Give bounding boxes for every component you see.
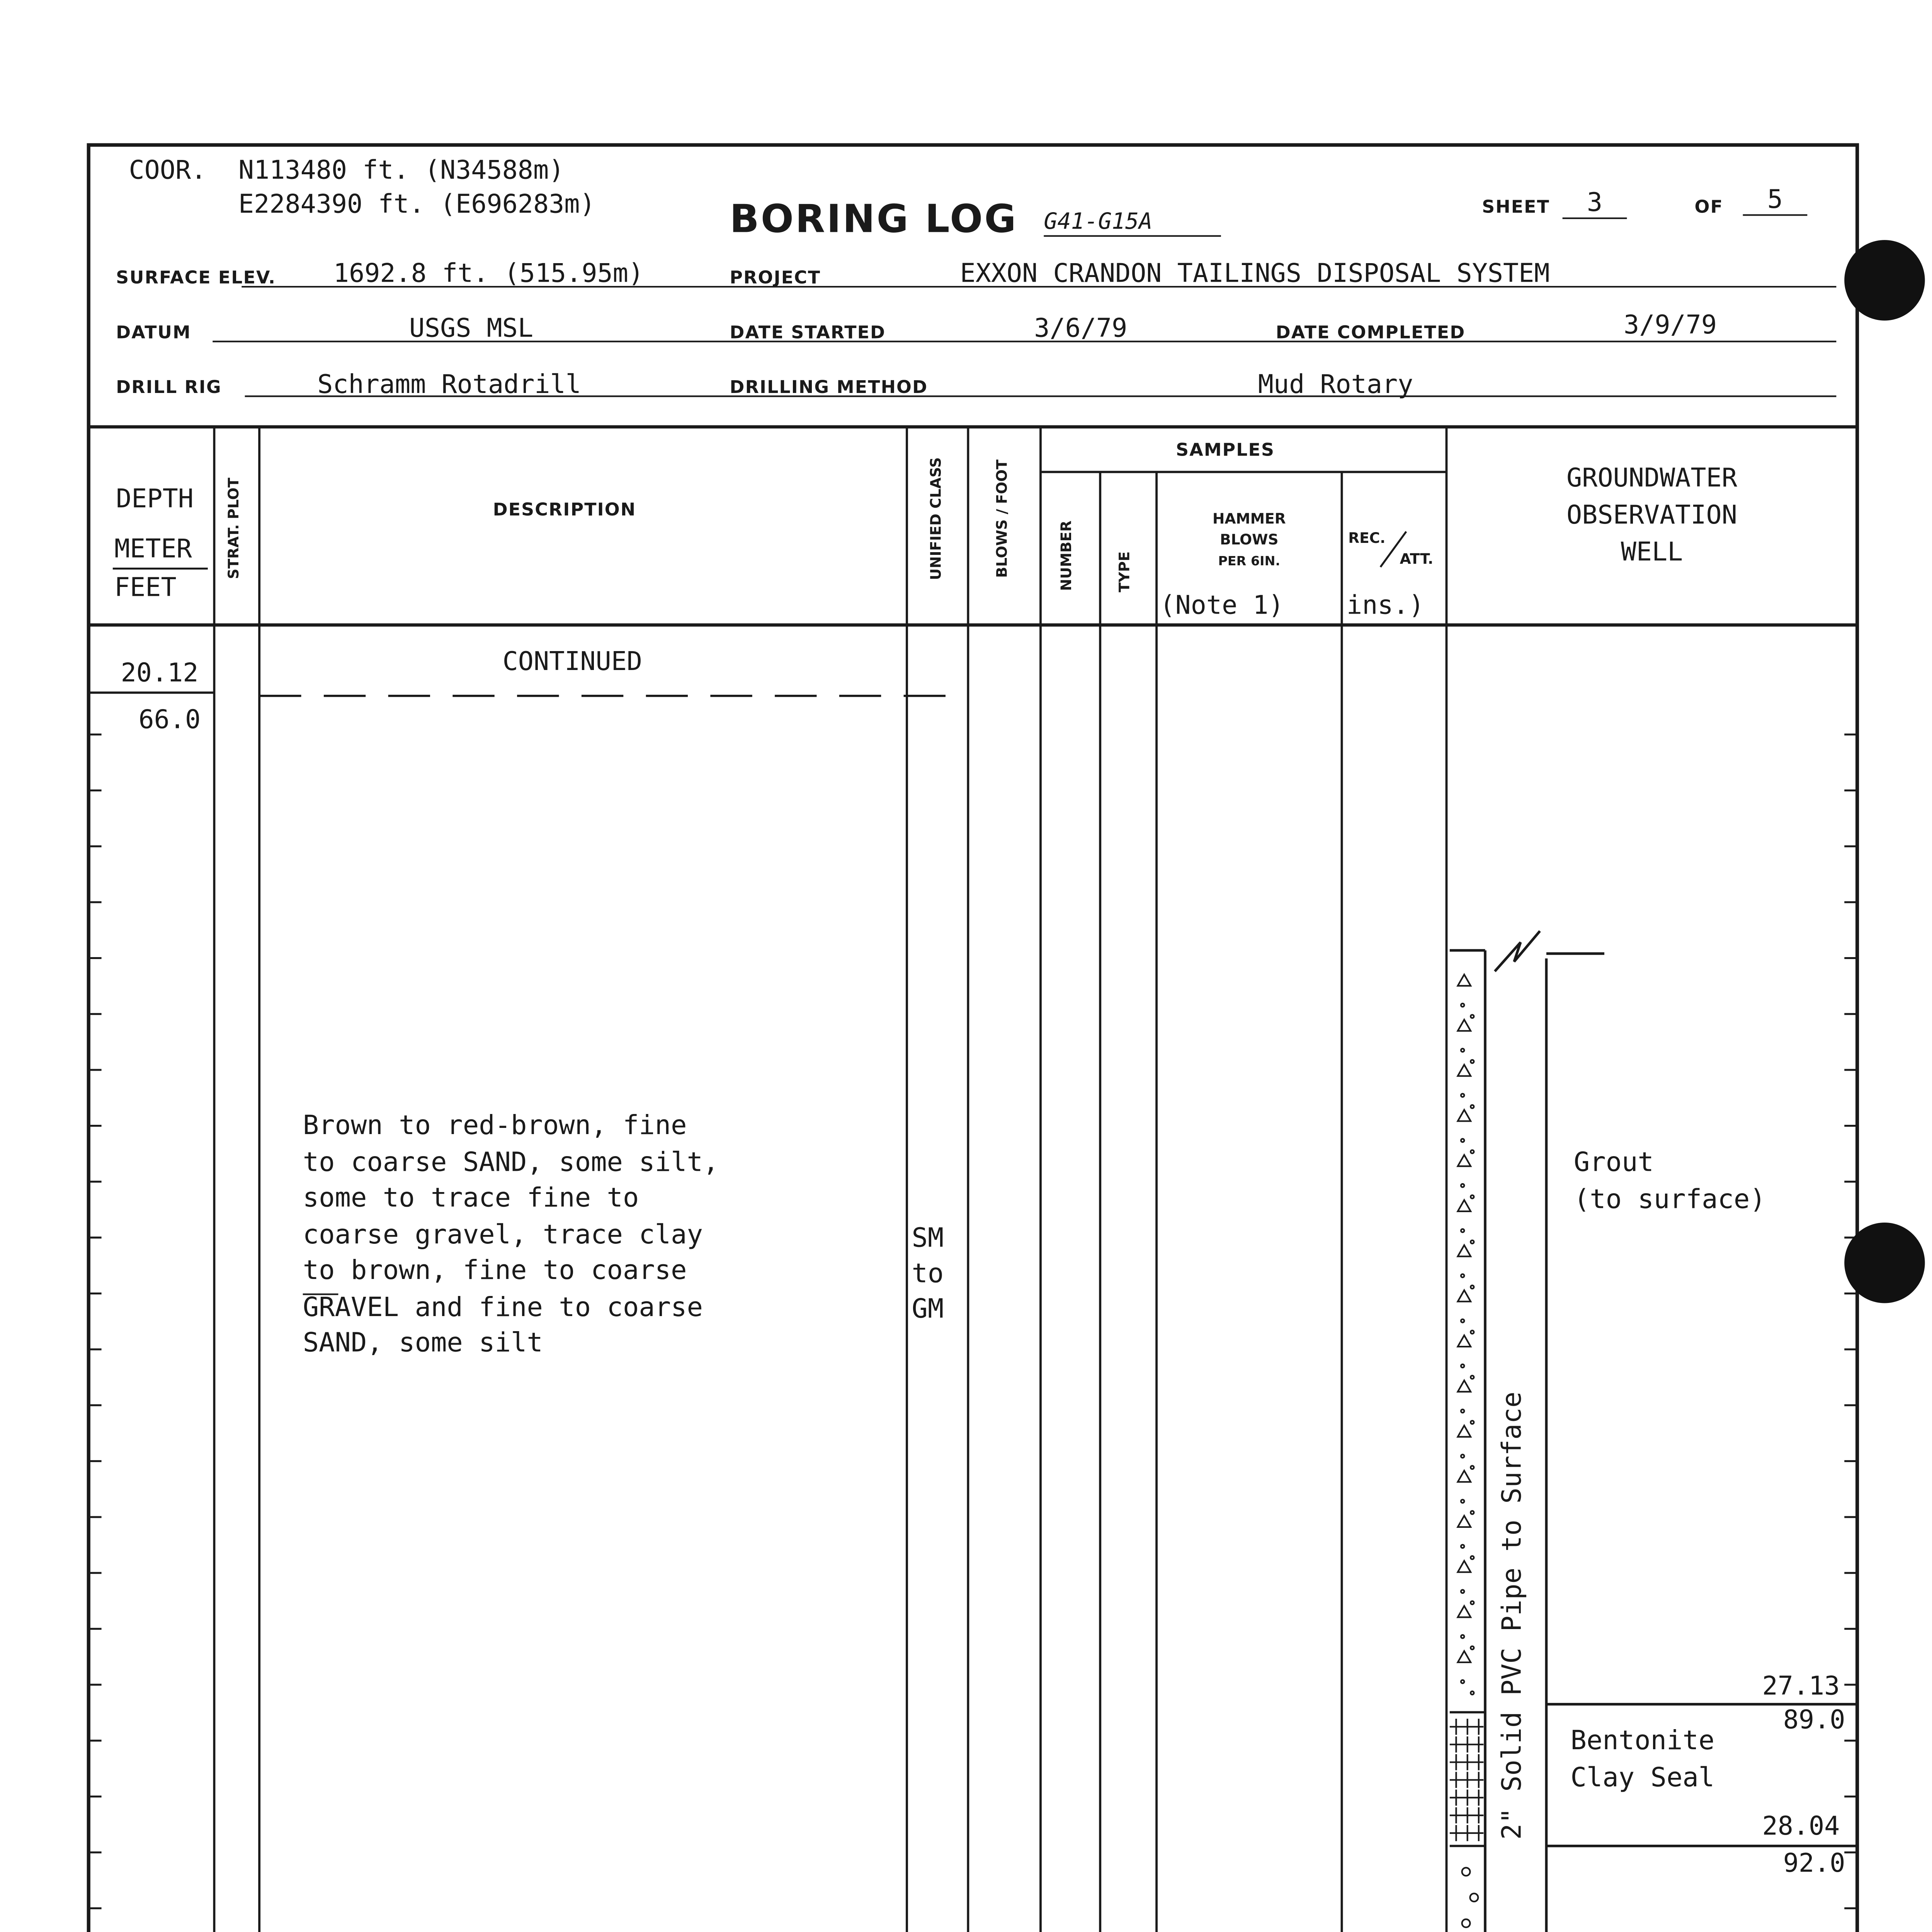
col-rec: REC. [1348, 531, 1386, 548]
col-type: TYPE [1118, 551, 1134, 592]
grout-pattern [1458, 975, 1474, 1694]
layer1-class: SM to GM [912, 1223, 944, 1324]
project-label: PROJECT [730, 267, 821, 289]
datum-label: DATUM [116, 322, 191, 343]
col-rec-units: ins.) [1347, 589, 1424, 620]
sheet-total: 5 [1743, 184, 1808, 216]
drilling-method-value: Mud Rotary [1258, 369, 1413, 400]
pvc-pipe-label: 2" Solid PVC Pipe to Surface [1496, 1391, 1527, 1840]
top-depth-feet: 66.0 [138, 704, 201, 735]
punch-hole-top [1844, 240, 1925, 320]
surface-elev-label: SURFACE ELEV. [116, 267, 276, 289]
surface-elev-value: 1692.8 ft. (515.95m) [333, 257, 644, 289]
seal-bottom-feet: 92.0 [1783, 1847, 1845, 1878]
top-depth-meter: 20.12 [121, 657, 199, 688]
col-samples: SAMPLES [1176, 440, 1275, 461]
coor-label: COOR. [129, 155, 207, 185]
page-title: BORING LOG [730, 196, 1018, 242]
col-depth: DEPTH [116, 483, 194, 514]
punch-hole-middle [1844, 1223, 1925, 1303]
coor-north: N113480 ft. (N34588m) [238, 155, 565, 185]
col-description: DESCRIPTION [493, 499, 636, 520]
drilling-method-label: DRILLING METHOD [730, 377, 928, 398]
col-hammer-note: (Note 1) [1160, 589, 1284, 620]
date-started-label: DATE STARTED [730, 322, 886, 343]
seal-top-meter: 27.13 [1762, 1670, 1840, 1701]
bentonite-pattern [1450, 1719, 1484, 1841]
layer1-description: Brown to red-brown, fine to coarse SAND, some silt, some to trace fine to coarse gravel, trace clay to brown, fine to coarse GRAVEL and fine to coarse SAND, some silt [303, 1110, 719, 1358]
coor-east: E2284390 ft. (E696283m) [238, 188, 595, 219]
col-unified-class: UNIFIED CLASS [929, 457, 946, 580]
well-tick-marks [1844, 735, 1857, 1932]
datum-value: USGS MSL [409, 312, 534, 343]
project-value: EXXON CRANDON TAILINGS DISPOSAL SYSTEM [960, 257, 1550, 289]
col-hammer-per: PER 6IN. [1218, 554, 1281, 569]
grout-label: Grout (to surface) [1573, 1147, 1766, 1214]
of-label: OF [1694, 196, 1723, 218]
rec-att-slash [1377, 528, 1409, 570]
sheet-number: 3 [1563, 187, 1627, 219]
depth-tick-marks [88, 735, 101, 1932]
seal-label: Bentonite Clay Seal [1570, 1725, 1715, 1792]
col-strat-plot: STRAT. PLOT [227, 478, 243, 579]
sheet-label: SHEET [1482, 196, 1550, 218]
seal-top-feet: 89.0 [1783, 1704, 1845, 1735]
gravel-pattern [1462, 1868, 1478, 1932]
col-number: NUMBER [1060, 520, 1076, 591]
col-hammer: HAMMER [1212, 512, 1286, 529]
col-att: ATT. [1400, 552, 1434, 569]
seal-bottom-meter: 28.04 [1762, 1810, 1840, 1841]
drill-rig-label: DRILL RIG [116, 377, 222, 398]
col-well-2: OBSERVATION [1566, 499, 1737, 530]
date-completed-value: 3/9/79 [1624, 309, 1717, 340]
date-completed-label: DATE COMPLETED [1276, 322, 1466, 343]
col-blows-foot: BLOWS / FOOT [995, 459, 1012, 578]
col-well-1: GROUNDWATER [1566, 462, 1737, 493]
col-feet: FEET [114, 571, 177, 603]
layer1-underline [303, 1293, 338, 1295]
col-hammer-blows: BLOWS [1220, 533, 1279, 549]
continued-top: CONTINUED [502, 646, 643, 677]
col-well-3: WELL [1621, 536, 1683, 567]
drill-rig-value: Schramm Rotadrill [317, 369, 581, 400]
boring-id: G41-G15A [1044, 209, 1221, 237]
date-started-value: 3/6/79 [1034, 312, 1128, 343]
col-meter: METER [114, 533, 192, 564]
